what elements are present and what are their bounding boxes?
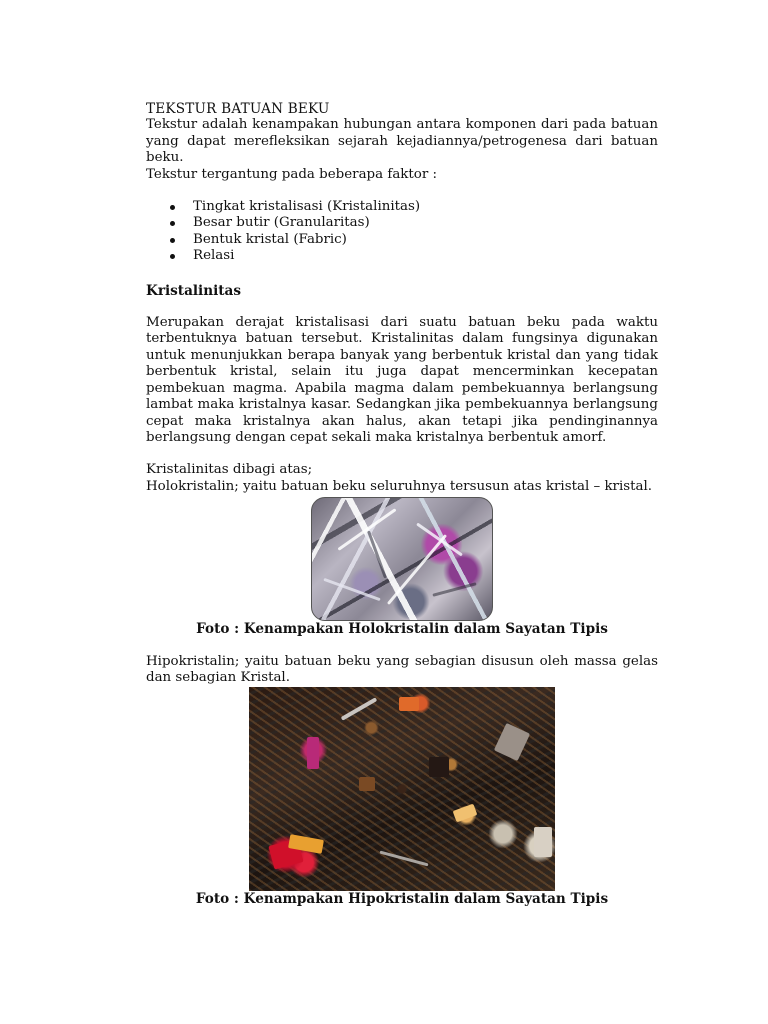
division-lead: Kristalinitas dibagi atas; <box>146 462 313 478</box>
holokristalin-photo <box>311 497 493 621</box>
intro-paragraph: Tekstur adalah kenampakan hubungan antara komponen dari pada batuan yang dapat merefleksikan sejarah kejadiannya/petrogenesa dari batuan beku. <box>146 117 658 166</box>
holokristalin-caption: Foto : Kenampakan Holokristalin dalam Sayatan Tipis <box>196 621 608 638</box>
spacer <box>146 638 658 654</box>
holokristalin-text: Holokristalin; yaitu batuan beku seluruhnya tersusun atas kristal – kristal. <box>146 478 653 494</box>
list-item: Tingkat kristalisasi (Kristalinitas) <box>146 199 658 215</box>
spacer <box>146 446 658 462</box>
holokristalin-figure <box>146 495 658 621</box>
list-item: Besar butir (Granularitas) <box>146 215 658 231</box>
document-page <box>146 101 658 908</box>
hipokristalin-text: Hipokristalin; yaitu batuan beku yang sebagian disusun oleh massa gelas dan sebagian Kristal. <box>146 653 658 685</box>
hipokristalin-photo <box>249 687 555 891</box>
hipokristalin-caption: Foto : Kenampakan Hipokristalin dalam Sayatan Tipis <box>195 891 609 908</box>
list-item: Bentuk kristal (Fabric) <box>146 232 658 248</box>
section-title: Kristalinitas <box>146 282 241 299</box>
factors-lead: Tekstur tergantung pada beberapa faktor : <box>146 166 438 182</box>
section-paragraph: Merupakan derajat kristalisasi dari suatu batuan beku pada waktu terbentuknya batuan tersebut. Kristalinitas dalam fungsinya digunakan untuk menunjukkan berapa banyak yang berbentuk kristal dan yang tidak berbentuk kristal, selain itu juga dapat mencerminkan kecepatan pembekuan magma. Apabila magma dalam pembekuannya berlangsung lambat maka kristalnya kasar. Sedangkan jika pembekuannya berlangsung cepat maka kristalnya akan halus, akan tetapi jika pendinginannya berlangsung dengan cepat sekali maka kristalnya berbentuk amorf. <box>146 315 658 445</box>
hipokristalin-figure <box>146 686 658 891</box>
factors-list <box>146 199 658 265</box>
list-item: Relasi <box>146 248 658 264</box>
spacer <box>146 299 658 315</box>
document-title: TEKSTUR BATUAN BEKU <box>146 101 330 117</box>
